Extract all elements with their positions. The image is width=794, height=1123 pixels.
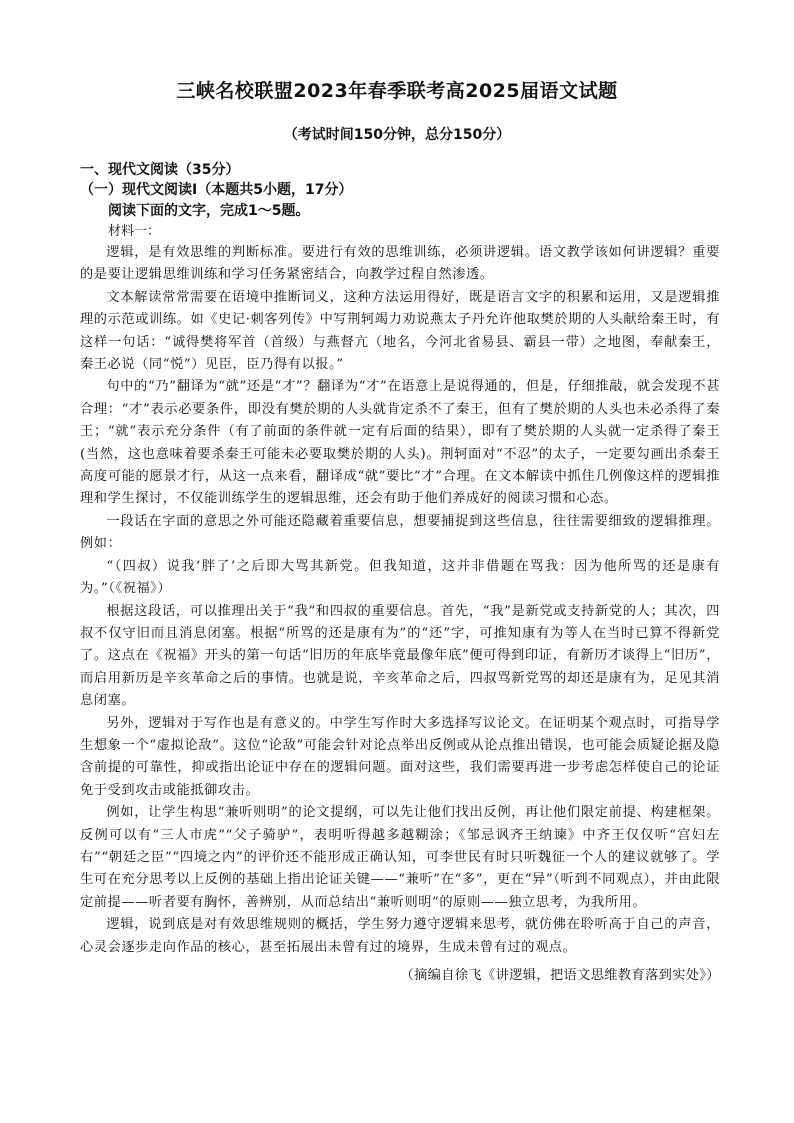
paragraph: 逻辑，说到底是对有效思维规则的概括，学生努力遵守逻辑来思考，就仿佛在聆听高于自己的声音，心灵会逐步走向作品的核心，甚至拓展出未曾有过的境界，生成未曾有过的观点。	[80, 917, 720, 955]
source-citation: （摘编自徐飞《讲逻辑，把语文思维教育落到实处》）	[400, 968, 720, 983]
exam-title: 三峡名校联盟2023年春季联考高2025届语文试题	[176, 80, 618, 102]
quote-paragraph: “（四叔）说我‘胖了’之后即大骂其新党。但我知道，这并非借题在骂我：因为他所骂的还是康有为。”（《祝福》）	[80, 558, 720, 597]
paragraph: 文本解读常常需要在语境中推断词义，这种方法运用得好，既是语言文字的积累和运用，又是逻辑推理的示范或训练。如《史记·刺客列传》中写荆轲竭力劝说燕太子丹允许他取樊於期的人头献给秦王时，有这样一句话：“诚得樊将军首（首级）与燕督亢（地名，今河北省易县、霸县一带）之地图，奉献秦王，秦王必说（同“悦”）见臣，臣乃得有以报。”	[80, 289, 720, 373]
paragraph: 例如，让学生构思“兼听则明”的论文提纲，可以先让他们找出反例，再让他们限定前提、构建框架。反例可以有“三人市虎”“父子骑驴”，表明听得越多越糊涂；《邹忌讽齐王纳谏》中齐王仅仅听“宫妇左右”“朝廷之臣”“四境之内”的评价还不能形成正确认知，可李世民有时只听魏征一个人的建议就够了。学生可在充分思考以上反例的基础上指出论证关键——“兼听”在“多”，更在“异”（听到不同观点），并由此限定前提——听者要有胸怀，善辨别，从而总结出“兼听则明”的原则——独立思考，为我所用。	[80, 805, 720, 910]
instruction-text: 阅读下面的文字，完成1～5题。	[108, 203, 310, 219]
paragraph: 逻辑，是有效思维的判断标准。要进行有效的思维训练，必须讲逻辑。语文教学该如何讲逻辑？重要的是要让逻辑思维训练和学习任务紧密结合，向教学过程自然渗透。	[80, 245, 720, 283]
reading-section	[80, 160, 720, 987]
paragraph: 根据这段话，可以推理出关于“我”和四叔的重要信息。首先，“我”是新党或支持新党的人；其次，四叔不仅守旧而且消息闭塞。根据“所骂的还是康有为”的“还”字，可推知康有为等人在当时已算不得新党了。这点在《祝福》开头的第一句话“旧历的年底毕竟最像年底”便可得到印证，有新历才谈得上“旧历”，而启用新历是辛亥革命之后的事情。也就是说，辛亥革命之后，四叔骂新党骂的却还是康有为，足见其消息闭塞。	[80, 603, 720, 709]
section-heading: 一、现代文阅读（35分）	[80, 162, 240, 178]
material-label: 材料一：	[108, 224, 161, 239]
paragraph: 另外，逻辑对于写作也是有意义的。中学生写作时大多选择写议论文。在证明某个观点时，可指导学生想象一个“虚拟论敌”。这位“论敌”可能会针对论点举出反例或从论点推出错误，也可能会质疑论据及隐含前提的可靠性，抑或指出论证中存在的逻辑问题。面对这些，我们需要再进一步考虑怎样使自己的论证免于受到攻击或能抵御攻击。	[80, 715, 720, 798]
exam-subtitle: （考试时间150分钟，总分150分）	[283, 127, 511, 143]
paragraph: 一段话在字面的意思之外可能还隐藏着重要信息，想要捕捉到这些信息，往往需要细致的逻辑推理。例如：	[80, 513, 720, 552]
section-subheading: （一）现代文阅读Ⅰ（本题共5小题，17分）	[80, 182, 353, 198]
paragraph: 句中的“乃”翻译为“就”还是“才”？翻译为“才”在语意上是说得通的，但是，仔细推敲，就会发现不甚合理：“才”表示必要条件，即没有樊於期的人头就肯定杀不了秦王，但有了樊於期的人头也未必杀得了秦王；“就”表示充分条件（有了前面的条件就一定有后面的结果），即有了樊於期的人头就一定杀得了秦王(当然，这也意味着要杀秦王可能未必要取樊於期的人头)。荆轲面对“不忍”的太子，一定要勾画出杀秦王高度可能的愿景才行，从这一点来看，翻译成“就”要比“才”合理。在文本解读中抓住几例像这样的逻辑推理和学生探讨，不仅能训练学生的逻辑思维，还会有助于他们养成好的阅读习惯和心态。	[80, 379, 720, 507]
